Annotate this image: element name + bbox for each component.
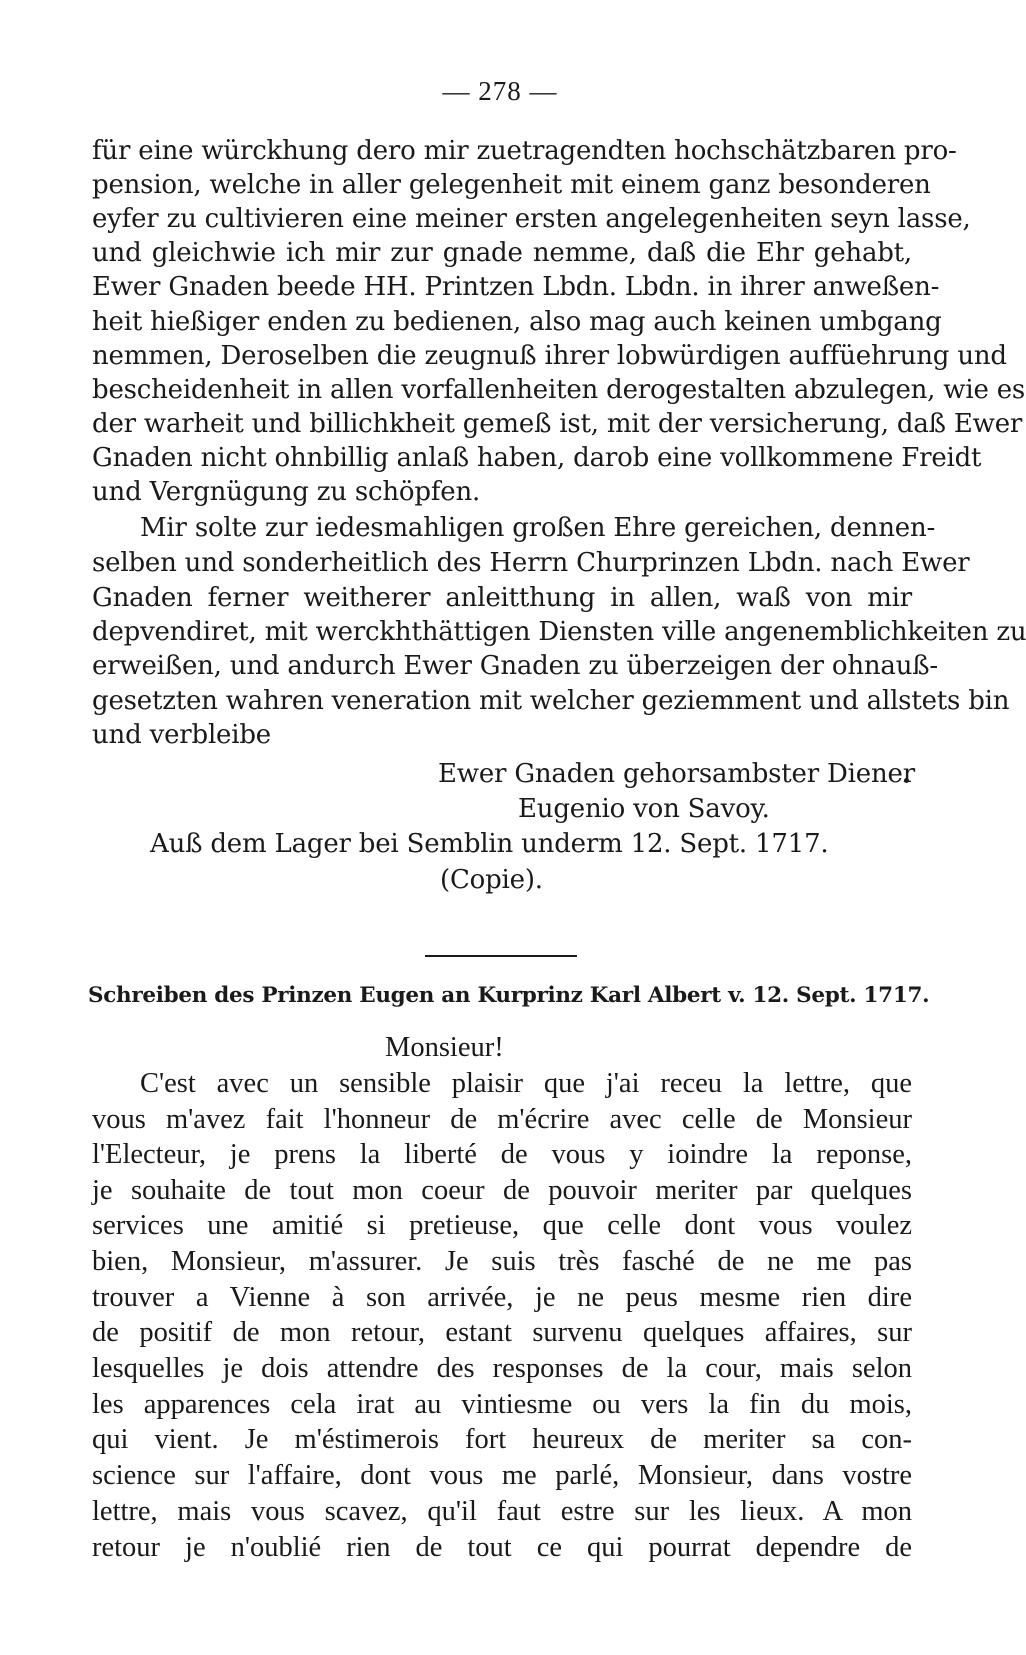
text-line: eyfer zu cultivieren eine meiner ersten angelegenheiten seyn lasse, [92, 204, 971, 234]
text-line: lettre, mais vous scavez, qu'il faut estre sur les lieux. A mon [92, 1496, 912, 1527]
place-date: Auß dem Lager bei Semblin underm 12. Sept. 1717. [150, 829, 829, 859]
text-line: lesquelles je dois attendre des responses de la cour, mais selon [92, 1353, 912, 1384]
text-line: der warheit und billichkheit gemeß ist, mit der versicherung, daß Ewer [92, 409, 1023, 439]
copy-note: (Copie). [440, 865, 543, 895]
section-heading: Schreiben des Prinzen Eugen an Kurprinz Karl Albert v. 12. Sept. 1717. [88, 983, 930, 1008]
section-divider [425, 955, 577, 957]
salutation: Monsieur! [385, 1032, 504, 1063]
text-line: pension, welche in aller gelegenheit mit einem ganz besonderen [92, 170, 931, 200]
text-line: les apparences cela irat au vintiesme ou vers la fin du mois, [92, 1389, 912, 1420]
text-line: selben und sonderheitlich des Herrn Churprinzen Lbdn. nach Ewer [92, 548, 970, 578]
text-line: und Vergnügung zu schöpfen. [92, 477, 481, 507]
text-line: erweißen, und andurch Ewer Gnaden zu überzeigen der ohnauß- [92, 651, 939, 681]
text-line: l'Electeur, je prens la liberté de vous y ioindre la reponse, [92, 1139, 912, 1170]
text-line: vous m'avez fait l'honneur de m'écrire avec celle de Monsieur [92, 1104, 912, 1135]
text-line: Gnaden nicht ohnbillig anlaß haben, darob eine vollkommene Freidt [92, 443, 982, 473]
text-line: nemmen, Deroselben die zeugnuß ihrer lobwürdigen auffüehrung und [92, 341, 1007, 371]
text-line: Gnaden ferner weitherer anleitthung in allen, waß von mir [92, 583, 912, 613]
signature-line: Ewer Gnaden gehorsambster Diener [438, 759, 915, 789]
text-line: depvendiret, mit werckhthättigen Diensten ville angenemblichkeiten zu [92, 617, 1026, 647]
text-line: Ewer Gnaden beede HH. Printzen Lbdn. Lbdn. in ihrer anweßen- [92, 272, 940, 302]
text-line: bescheidenheit in allen vorfallenheiten derogestalten abzulegen, wie es [92, 375, 1026, 405]
text-line: trouver a Vienne à son arrivée, je ne peus mesme rien dire [92, 1282, 912, 1313]
text-line: für eine würckhung dero mir zuetragendten hochschätzbaren pro- [92, 136, 957, 166]
text-line: services une amitié si pretieuse, que celle dont vous voulez [92, 1210, 912, 1241]
text-line: retour je n'oublié rien de tout ce qui pourrat dependre de [92, 1532, 912, 1563]
text-line: und verbleibe [92, 720, 271, 750]
text-line: gesetzten wahren veneration mit welcher geziemment und allstets bin [92, 686, 1010, 716]
text-line: und gleichwie ich mir zur gnade nemme, daß die Ehr gehabt, [92, 238, 912, 268]
page-number: — 278 — [442, 76, 558, 106]
text-line: qui vient. Je m'éstimerois fort heureux de meriter sa con- [92, 1424, 912, 1455]
text-line: heit hießiger enden zu bedienen, also mag auch keinen umbgang [92, 307, 942, 337]
text-line: bien, Monsieur, m'assurer. Je suis très fasché de ne me pas [92, 1246, 912, 1277]
text-line: de positif de mon retour, estant survenu quelques affaires, sur [92, 1317, 912, 1348]
signature-name: Eugenio von Savoy. [518, 794, 770, 824]
text-line: C'est avec un sensible plaisir que j'ai receu la lettre, que [140, 1068, 912, 1099]
text-line: science sur l'affaire, dont vous me parlé, Monsieur, dans vostre [92, 1460, 912, 1491]
text-line: je souhaite de tout mon coeur de pouvoir meriter par quelques [92, 1175, 912, 1206]
text-line: Mir solte zur iedesmahligen großen Ehre gereichen, dennen- [140, 513, 936, 543]
